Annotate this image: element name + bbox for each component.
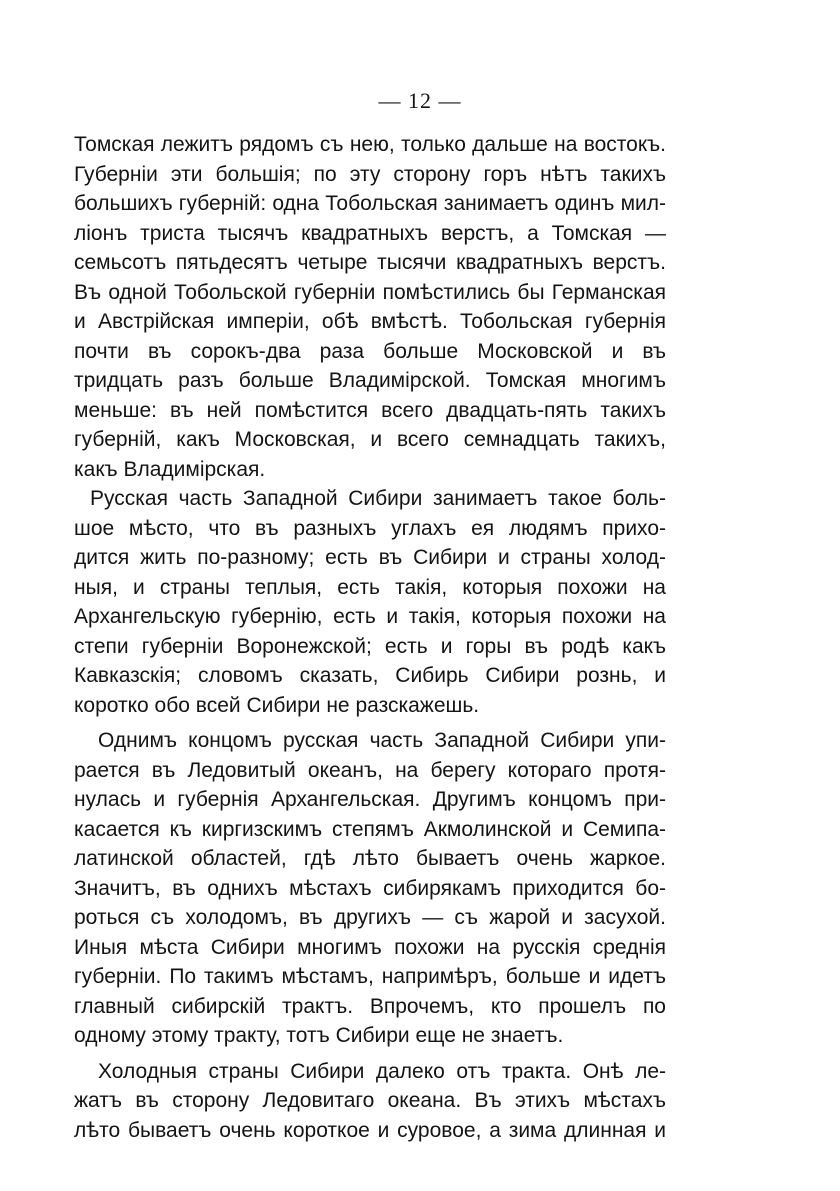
- text-line: нулась и губернія Архангельская. Другимъ концомъ при-: [74, 788, 666, 811]
- text-line: ныя, и страны теплыя, есть такія, которыя похожи на: [74, 575, 666, 599]
- text-line: лѣто бываетъ очень короткое и суровое, а зима длинная и: [74, 1118, 666, 1142]
- text-line: Русская часть Западной Сибири занимаетъ такое боль-: [90, 487, 666, 510]
- text-line: большихъ губерній: одна Тобольская занимаетъ одинъ мил-: [74, 192, 666, 215]
- paragraph-2: [74, 484, 666, 720]
- text-line: роться съ холодомъ, въ другихъ — съ жарой и засухой.: [74, 906, 666, 929]
- text-line: Въ одной Тобольской губерніи помѣстились бы Германская: [74, 280, 666, 304]
- page-text: [74, 130, 666, 1145]
- text-line: семьсотъ пятьдесятъ четыре тысячи квадратныхъ верстъ.: [74, 251, 666, 274]
- text-line: шое мѣсто, что въ разныхъ углахъ ея людямъ прихо-: [74, 516, 666, 540]
- text-line: тридцать разъ больше Владимірской. Томская многимъ: [74, 369, 666, 392]
- text-line: рается въ Ледовитый океанъ, на берегу котораго протя-: [74, 758, 666, 782]
- text-line: главный сибирскій трактъ. Впрочемъ, кто прошелъ по: [74, 994, 666, 1018]
- text-line: ліонъ триста тысячъ квадратныхъ верстъ, а Томская —: [74, 221, 666, 245]
- text-line: Иныя мѣста Сибири многимъ похожи на русскія среднія: [74, 935, 666, 959]
- text-line: Архангельскую губернію, есть и такія, которыя похожи на: [74, 605, 666, 628]
- text-line: жатъ въ сторону Ледовитаго океана. Въ этихъ мѣстахъ: [74, 1089, 666, 1112]
- paragraph-1: [74, 130, 666, 484]
- paragraph-4: [74, 1057, 666, 1146]
- text-line: и Австрійская имперіи, обѣ вмѣстѣ. Тобольская губернія: [74, 310, 666, 333]
- paragraph-3: [74, 726, 666, 1051]
- text-line: Значитъ, въ однихъ мѣстахъ сибирякамъ приходится бо-: [74, 876, 666, 900]
- text-line: Холодныя страны Сибири далеко отъ тракта. Онѣ ле-: [98, 1059, 666, 1083]
- text-line: губерній, какъ Московская, и всего семнадцать такихъ,: [74, 428, 666, 451]
- text-line: Однимъ концомъ русская часть Западной Сибири упи-: [98, 729, 666, 752]
- text-line: Томская лежитъ рядомъ съ нею, только дальше на востокъ.: [74, 133, 666, 156]
- text-line: касается къ киргизскимъ степямъ Акмолинской и Семипа-: [74, 817, 666, 841]
- text-line: почти въ сорокъ-два раза больше Московской и въ: [74, 339, 666, 363]
- text-line: коротко обо всей Сибири не разскажешь.: [74, 693, 480, 717]
- text-line: какъ Владимірская.: [74, 457, 266, 481]
- text-line: дится жить по-разному; есть въ Сибири и страны холод-: [74, 546, 666, 569]
- text-line: одному этому тракту, тотъ Сибири еще не знаетъ.: [74, 1024, 564, 1047]
- page-number: — 12 —: [378, 88, 462, 113]
- text-line: Кавказскія; словомъ сказать, Сибирь Сибири рознь, и: [74, 664, 666, 687]
- text-line: степи губерніи Воронежской; есть и горы въ родѣ какъ: [74, 634, 666, 658]
- text-line: латинской областей, гдѣ лѣто бываетъ очень жаркое.: [74, 847, 666, 870]
- text-line: Губерніи эти большія; по эту сторону горъ нѣтъ такихъ: [74, 162, 666, 186]
- text-line: губерніи. По такимъ мѣстамъ, напримѣръ, больше и идетъ: [74, 965, 666, 988]
- text-line: меньше: въ ней помѣстится всего двадцать-пять такихъ: [74, 398, 666, 422]
